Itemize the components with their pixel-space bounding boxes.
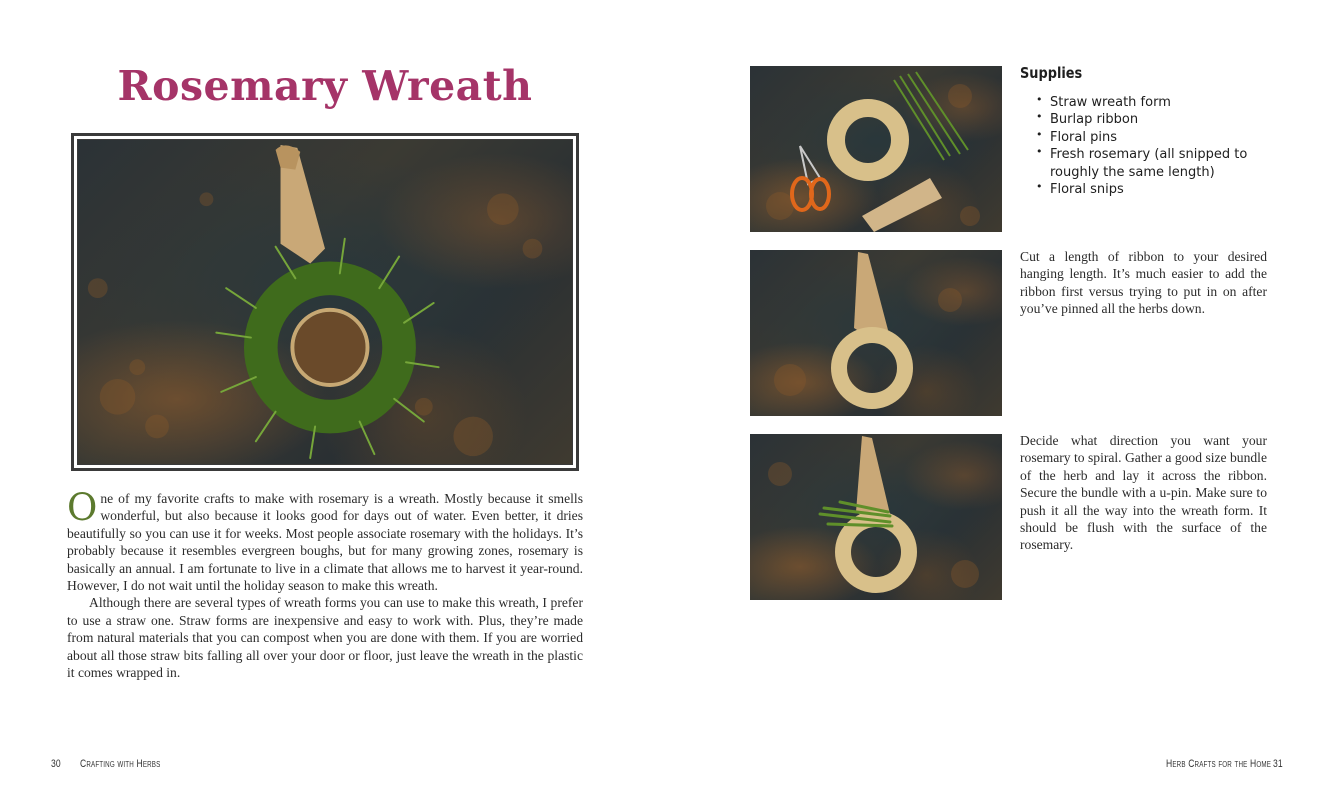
step-1-text: Cut a length of ribbon to your desired hanging length. It’s much easier to add the ribbon first versus trying to put in on after you’ve pinned all the herbs down. bbox=[1020, 249, 1267, 317]
intro-body-text bbox=[67, 486, 583, 681]
step-photo-ribbon bbox=[750, 250, 1002, 416]
supplies-heading: Supplies bbox=[1020, 64, 1083, 82]
left-page-number: 30 bbox=[51, 758, 61, 770]
supply-item: • Floral snips bbox=[1036, 181, 1276, 198]
supply-item: • Burlap ribbon bbox=[1036, 111, 1276, 128]
right-page-number: 31 bbox=[1273, 758, 1283, 770]
right-running-title: Herb Crafts for the Home bbox=[1166, 758, 1272, 770]
supply-item: • Straw wreath form bbox=[1036, 94, 1276, 111]
left-running-title: Crafting with Herbs bbox=[80, 758, 161, 770]
intro-paragraph: ne of my favorite crafts to make with rosemary is a wreath. Mostly because it smells wonderful, but also because it looks good for days out of water. Even better, it dries beautifully so you can use it for weeks. Most people associate rosemary with the holidays. It’s probably because it resembles evergreen boughs, but for many growing zones, rosemary is basically an annual. I am fortunate to live in a climate that allows me to harvest it year-round. However, I do not wait until the holiday season to make this wreath. bbox=[67, 491, 583, 594]
hero-photo-finished-wreath bbox=[78, 140, 572, 464]
step-photo-first-bundle bbox=[750, 434, 1002, 600]
hero-photo-frame bbox=[71, 133, 579, 471]
supply-item: • Fresh rosemary (all snipped to roughly the same length) bbox=[1036, 146, 1276, 181]
second-paragraph: Although there are several types of wreath forms you can use to make this wreath, I prefer to use a straw one. Straw forms are inexpensive and easy to work with. Plus, they’re made from natural materials that you can compost when you are done with them. If you are worried about all those straw bits falling all over your door or floor, just leave the wreath in the plastic it comes wrapped in. bbox=[67, 595, 583, 681]
supply-item: • Floral pins bbox=[1036, 129, 1276, 146]
supplies-list bbox=[1036, 94, 1276, 198]
page-title: Rosemary Wreath bbox=[117, 62, 533, 110]
step-photo-supplies bbox=[750, 66, 1002, 232]
step-2-text: Decide what direction you want your rosemary to spiral. Gather a good size bundle of the herb and lay it across the ribbon. Secure the bundle with a u-pin. Make sure to push it all the way into the wreath form. It should be flush with the surface of the rosemary. bbox=[1020, 433, 1267, 553]
drop-cap: O bbox=[67, 486, 98, 529]
